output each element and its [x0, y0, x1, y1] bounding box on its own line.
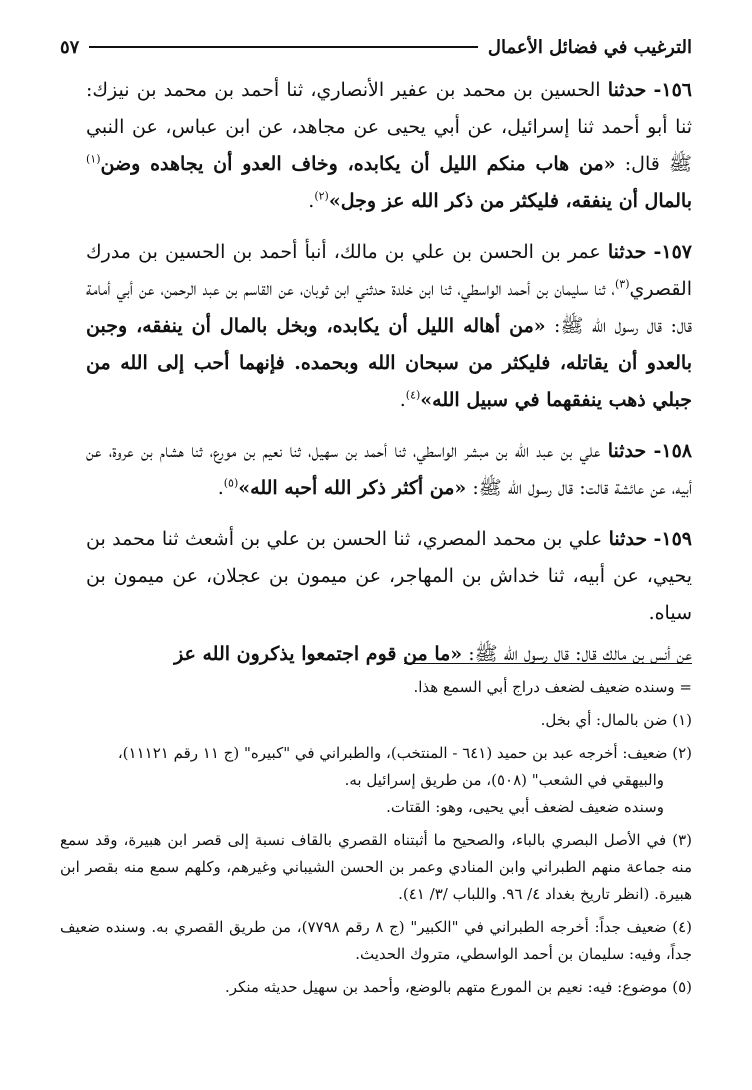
footnote — [60, 707, 692, 734]
footnote — [60, 674, 692, 701]
hadith-number: ١٥٦- — [653, 79, 693, 101]
hadith-text: «من هاب منكم الليل أن يكابده، وخاف العدو أن يجاهده وضن — [100, 153, 616, 175]
footnote-line: (١) ضن بالمال: أي بخل. — [540, 711, 692, 729]
hadith-paragraph — [86, 433, 692, 507]
chain-opener: حدثنا — [607, 241, 647, 263]
footnote-line: (٥) موضوع: فيه: نعيم بن المورع متهم بالوضع، وأحمد بن سهيل حديثه منكر. — [225, 978, 692, 996]
hadith-number: ١٥٨- — [653, 440, 693, 462]
punctuation: . — [308, 190, 315, 212]
page-number: ٥٧ — [60, 36, 80, 58]
footnote-line: (٣) في الأصل البصري بالباء، والصحيح ما أثبتناه القصري بالقاف نسبة إلى قصر ابن هبيرة، وقد سمع منه جماعة منهم الطبراني وابن المنادي وعمر بن الحسن الشيباني وغيرهم، وكلهم سمع منه بقصر ابن هبيرة. (انظر تاريخ بغداد ٤/ ٩٦. واللباب /٣/ ٤١). — [60, 831, 692, 903]
running-header — [60, 30, 692, 64]
footnote — [60, 974, 692, 1001]
isnad-text: عن أنس بن مالك قال: قال رسول الله ﷺ: — [462, 643, 692, 665]
punctuation: . — [399, 389, 406, 411]
chain-opener: حدثنا — [608, 528, 648, 550]
hadith-number: ١٥٧- — [653, 241, 692, 263]
header-rule — [89, 46, 478, 48]
isnad-text: ، ثنا سليمان بن أحمد الواسطي، ثنا ابن خلدة حدثني ابن ثوبان، عن القاسم بن عبد الرحمن، عن أبي أمامة قال: قال رسول الله ﷺ: — [86, 278, 692, 337]
isnad-text: الحسين بن محمد بن عفير الأنصاري، ثنا أحمد بن محمد بن نيزك: ثنا أبو أحمد ثنا إسرائيل، عن أبي يحيى عن مجاهد، عن ابن عباس، عن النبي ﷺ قال: — [86, 79, 692, 175]
footnote-divider — [404, 663, 692, 664]
footnote — [60, 914, 692, 968]
hadith-paragraph — [86, 521, 692, 632]
hadith-text: «من أهاله الليل أن يكابده، وبخل بالمال أن ينفقه، وجبن بالعدو أن يقاتله، فليكثر من سبحان الله وبحمده. فإنهما أحب إلى الله من جبلي ذهب ينفقهما في سبيل الله» — [86, 315, 692, 411]
footnote — [60, 740, 692, 821]
hadith-text: بالمال أن ينفقه، فليكثر من ذكر الله عز وجل» — [328, 190, 692, 212]
footnote-ref: (٣) — [614, 277, 630, 291]
footnote-ref: (٢) — [314, 189, 329, 203]
main-text — [86, 72, 692, 687]
footnote-ref: (٤) — [405, 388, 421, 402]
footnote — [60, 827, 692, 908]
hadith-text: «ما من قوم اجتمعوا يذكرون الله عز — [174, 643, 463, 665]
isnad-text: علي بن محمد المصري، ثنا الحسن بن علي بن أشعث ثنا محمد بن يحيي، عن أبيه، ثنا خداش بن المهاجر، عن ميمون بن عجلان، عن ميمون بن سياه. — [86, 528, 692, 624]
isnad-text: عمر بن الحسن بن علي بن مالك، أنبأ أحمد بن الحسين بن مدرك القصري — [86, 241, 692, 300]
footnote-ref: (١) — [86, 152, 101, 166]
hadith-text: «من أكثر ذكر الله أحبه الله» — [238, 477, 467, 499]
hadith-paragraph — [86, 72, 692, 220]
footnote-line: = وسنده ضعيف لضعف دراج أبي السمع هذا. — [413, 678, 692, 696]
footnote-ref: (٥) — [223, 476, 239, 490]
footnotes — [60, 674, 692, 1007]
hadith-paragraph — [86, 636, 692, 673]
footnote-line: (٤) ضعيف جداً: أخرجه الطبراني في "الكبير" (ج ٨ رقم ٧٧٩٨)، من طريق القصري به. وسنده ضعيف جداً، وفيه: سليمان بن أحمد الواسطي، متروك الحديث. — [60, 918, 692, 963]
punctuation: . — [217, 477, 224, 499]
isnad-text: علي بن عبد الله بن مبشر الواسطي، ثنا أحمد بن سهيل، ثنا نعيم بن مورع، ثنا هشام بن عروة، عن أبيه، عن عائشة قالت: قال رسول الله ﷺ: — [86, 440, 692, 499]
footnote-line: وسنده ضعيف لضعف أبي يحيى، وهو: القتات. — [386, 798, 664, 816]
chain-opener: حدثنا — [607, 79, 647, 101]
footnote-line: (٢) ضعيف: أخرجه عبد بن حميد (٦٤١ - المنتخب)، والطبراني في "كبيره" (ج ١١ رقم ١١١٢١)، — [117, 744, 692, 762]
chain-opener: حدثنا — [607, 440, 647, 462]
hadith-paragraph — [86, 234, 692, 419]
hadith-number: ١٥٩- — [653, 528, 692, 550]
running-title: الترغيب في فضائل الأعمال — [487, 36, 692, 58]
footnote-line: والبيهقي في الشعب" (٥٠٨)، من طريق إسرائيل به. — [344, 771, 664, 789]
